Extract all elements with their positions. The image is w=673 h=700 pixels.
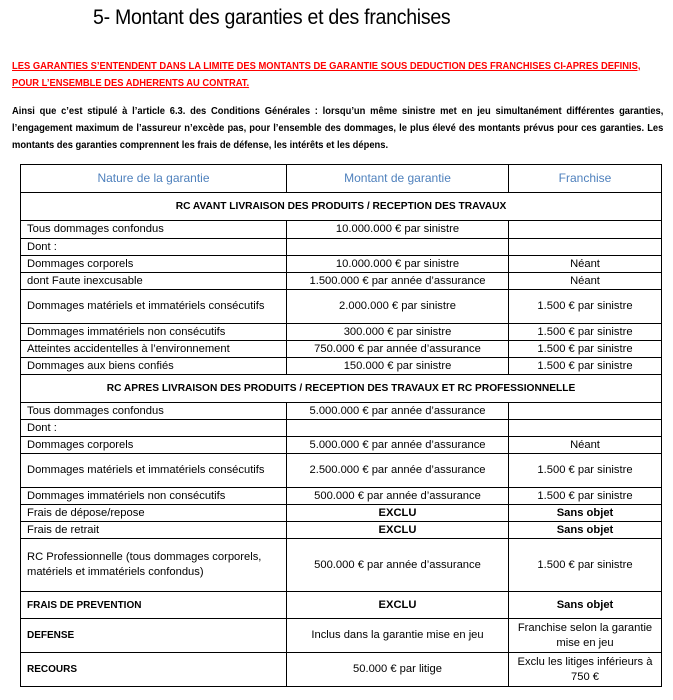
cell-nature: Dommages aux biens confiés	[21, 358, 287, 375]
cell-franchise: 1.500 € par sinistre	[509, 341, 662, 358]
cell-franchise: Sans objet	[509, 522, 662, 539]
header-nature: Nature de la garantie	[21, 165, 287, 193]
cell-nature: Frais de dépose/repose	[21, 505, 287, 522]
cell-montant: 10.000.000 € par sinistre	[287, 221, 509, 239]
cell-franchise: Sans objet	[509, 592, 662, 619]
cell-montant: 5.000.000 € par année d’assurance	[287, 437, 509, 454]
cell-franchise: 1.500 € par sinistre	[509, 539, 662, 592]
cell-montant: EXCLU	[287, 592, 509, 619]
cell-nature: Dommages immatériels non consécutifs	[21, 324, 287, 341]
cell-franchise	[509, 420, 662, 437]
table-row	[21, 505, 662, 522]
table-header-row	[21, 165, 662, 193]
cell-montant: 2.500.000 € par année d’assurance	[287, 454, 509, 488]
cell-montant: 1.500.000 € par année d’assurance	[287, 273, 509, 290]
cell-franchise: 1.500 € par sinistre	[509, 488, 662, 505]
cell-nature: Dommages corporels	[21, 256, 287, 273]
guarantees-table	[20, 164, 662, 687]
table-row-defense	[21, 619, 662, 653]
cell-montant: 150.000 € par sinistre	[287, 358, 509, 375]
table-row	[21, 256, 662, 273]
cell-nature: DEFENSE	[21, 619, 287, 653]
cell-nature: Frais de retrait	[21, 522, 287, 539]
cell-nature: Dommages matériels et immatériels consécutifs	[21, 290, 287, 324]
cell-montant: EXCLU	[287, 522, 509, 539]
cell-franchise	[509, 221, 662, 239]
cell-franchise: 1.500 € par sinistre	[509, 358, 662, 375]
table-row	[21, 324, 662, 341]
table-row	[21, 539, 662, 592]
cell-montant: EXCLU	[287, 505, 509, 522]
cell-nature: Dommages matériels et immatériels consécutifs	[21, 454, 287, 488]
cell-franchise: 1.500 € par sinistre	[509, 454, 662, 488]
table-row	[21, 341, 662, 358]
cell-montant: 5.000.000 € par année d’assurance	[287, 403, 509, 420]
table-row	[21, 488, 662, 505]
table-row	[21, 221, 662, 239]
header-montant: Montant de garantie	[287, 165, 509, 193]
cell-nature: RC Professionnelle (tous dommages corporels, matériels et immatériels confondus)	[21, 539, 287, 592]
table-row	[21, 522, 662, 539]
table-row	[21, 290, 662, 324]
cell-nature: Dont :	[21, 420, 287, 437]
cell-montant: 10.000.000 € par sinistre	[287, 256, 509, 273]
cell-nature: FRAIS DE PREVENTION	[21, 592, 287, 619]
cell-nature: Dommages corporels	[21, 437, 287, 454]
cell-nature: Atteintes accidentelles à l’environnement	[21, 341, 287, 358]
cell-montant: 750.000 € par année d’assurance	[287, 341, 509, 358]
cell-montant: 2.000.000 € par sinistre	[287, 290, 509, 324]
header-franchise: Franchise	[509, 165, 662, 193]
intro-paragraph: Ainsi que c’est stipulé à l’article 6.3. des Conditions Générales : lorsqu’un même sinistre met en jeu simultanément différentes garanties, l’engagement maximum de l’assureur n’excède pas, pour l’ensemble des dommages, le plus élevé des montants prévus pour ces garanties. Les montants des garanties comprennent les frais de défense, les intérêts et les dépens.	[12, 106, 664, 151]
section-title: 5- Montant des garanties et des franchises	[93, 6, 451, 29]
cell-montant	[287, 420, 509, 437]
cell-montant: 500.000 € par année d’assurance	[287, 539, 509, 592]
table-row	[21, 403, 662, 420]
cell-franchise: Néant	[509, 256, 662, 273]
cell-franchise: Franchise selon la garantie mise en jeu	[509, 619, 662, 653]
cell-franchise: Exclu les litiges inférieurs à 750 €	[509, 653, 662, 687]
cell-nature: Dommages immatériels non consécutifs	[21, 488, 287, 505]
cell-montant: 50.000 € par litige	[287, 653, 509, 687]
cell-franchise: Néant	[509, 437, 662, 454]
cell-montant: Inclus dans la garantie mise en jeu	[287, 619, 509, 653]
table-row	[21, 437, 662, 454]
table-row-recours	[21, 653, 662, 687]
section-title-avant-livraison: RC AVANT LIVRAISON DES PRODUITS / RECEPTION DES TRAVAUX	[21, 193, 662, 221]
section-row-avant-livraison	[21, 193, 662, 221]
cell-nature: dont Faute inexcusable	[21, 273, 287, 290]
cell-franchise: Néant	[509, 273, 662, 290]
cell-montant: 500.000 € par année d’assurance	[287, 488, 509, 505]
table-row	[21, 454, 662, 488]
cell-franchise	[509, 239, 662, 256]
cell-nature: Tous dommages confondus	[21, 221, 287, 239]
section-row-apres-livraison	[21, 375, 662, 403]
cell-franchise	[509, 403, 662, 420]
section-title-apres-livraison: RC APRES LIVRAISON DES PRODUITS / RECEPTION DES TRAVAUX ET RC PROFESSIONNELLE	[21, 375, 662, 403]
cell-nature: Dont :	[21, 239, 287, 256]
cell-nature: RECOURS	[21, 653, 287, 687]
cell-montant: 300.000 € par sinistre	[287, 324, 509, 341]
cell-franchise: Sans objet	[509, 505, 662, 522]
table-row	[21, 239, 662, 256]
table-row-frais-prevention	[21, 592, 662, 619]
cell-franchise: 1.500 € par sinistre	[509, 324, 662, 341]
cell-nature: Tous dommages confondus	[21, 403, 287, 420]
cell-franchise: 1.500 € par sinistre	[509, 290, 662, 324]
table-row	[21, 358, 662, 375]
warning-notice: LES GARANTIES S’ENTENDENT DANS LA LIMITE DES MONTANTS DE GARANTIE SOUS DEDUCTION DES FRANCHISES CI-APRES DEFINIS, POUR L’ENSEMBLE DES ADHERENTS AU CONTRAT.	[12, 61, 641, 89]
cell-montant	[287, 239, 509, 256]
table-row	[21, 420, 662, 437]
table-row	[21, 273, 662, 290]
